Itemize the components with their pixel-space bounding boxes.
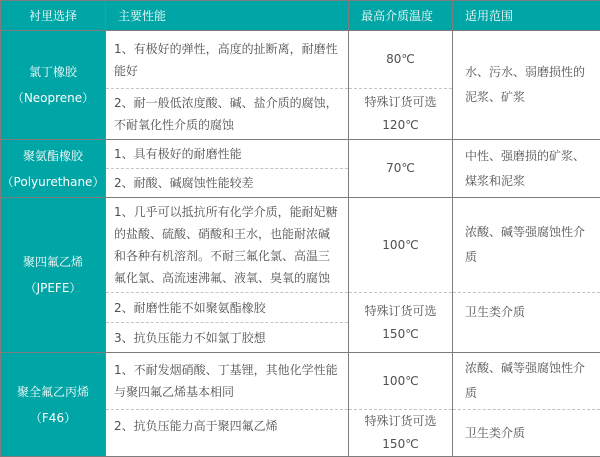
temperature-cell: 100℃ xyxy=(349,353,453,410)
temperature-cell xyxy=(349,293,453,353)
column-header-max-medium-temperature: 最高介质温度 xyxy=(349,1,453,31)
application-cell: 中性、强磨损的矿浆、煤浆和泥浆 xyxy=(453,140,600,198)
column-header-application-range: 适用范围 xyxy=(453,1,600,31)
temperature-cell: 70℃ xyxy=(349,140,453,198)
table-row xyxy=(1,198,600,293)
lining-name-ptfe xyxy=(1,198,106,353)
performance-cell: 1、具有极好的耐磨性能 xyxy=(106,140,349,169)
lining-name-en: （Neoprene） xyxy=(1,85,105,111)
temperature-note: 特殊订货可选 xyxy=(349,300,452,323)
lining-name-cn: 聚全氟乙丙烯 xyxy=(1,379,105,405)
lining-name-polyurethane xyxy=(1,140,106,198)
lining-name-neoprene xyxy=(1,31,106,140)
lining-name-en: （F46） xyxy=(1,405,105,431)
performance-cell: 2、抗负压能力高于聚四氟乙烯 xyxy=(106,410,349,457)
temperature-cell: 100℃ xyxy=(349,198,453,293)
performance-cell: 2、耐磨性能不如聚氨酯橡胶 xyxy=(106,293,349,323)
lining-name-cn: 聚氨酯橡胶 xyxy=(1,143,105,169)
lining-name-cn: 氯丁橡胶 xyxy=(1,59,105,85)
column-header-lining-selection: 衬里选择 xyxy=(1,1,106,31)
temperature-cell: 80℃ xyxy=(349,31,453,89)
lining-name-en: （Polyurethane） xyxy=(1,169,105,195)
lining-name-f46 xyxy=(1,353,106,457)
table-row xyxy=(1,31,600,89)
performance-cell: 1、几乎可以抵抗所有化学介质，能耐妃糖的盐酸、硫酸、硝酸和王水，也能耐浓碱和各种有机溶剂。不耐三氟化氯、高温三氟化氯、高流速沸氟、液氧、臭氧的腐蚀 xyxy=(106,198,349,293)
lining-name-cn: 聚四氟乙烯 xyxy=(1,249,105,275)
temperature-value: 120℃ xyxy=(349,114,452,137)
column-header-main-performance: 主要性能 xyxy=(106,1,349,31)
temperature-value: 150℃ xyxy=(349,433,452,456)
application-cell: 水、污水、弱磨损性的泥浆、矿浆 xyxy=(453,31,600,140)
performance-cell: 2、耐一般低浓度酸、碱、盐介质的腐蚀，不耐氧化性介质的腐蚀 xyxy=(106,89,349,140)
temperature-note: 特殊订货可选 xyxy=(349,410,452,433)
table-header-row xyxy=(1,1,600,31)
temperature-cell xyxy=(349,89,453,140)
application-cell: 浓酸、碱等强腐蚀性介质 xyxy=(453,353,600,410)
table-row xyxy=(1,353,600,410)
performance-cell: 2、耐酸、碱腐蚀性能较差 xyxy=(106,169,349,198)
application-cell: 卫生类介质 xyxy=(453,410,600,457)
table-row xyxy=(1,140,600,169)
temperature-value: 150℃ xyxy=(349,323,452,346)
performance-cell: 1、有极好的弹性，高度的扯断离，耐磨性能好 xyxy=(106,31,349,89)
performance-cell: 3、抗负压能力不如氯丁胶想 xyxy=(106,323,349,353)
temperature-note: 特殊订货可选 xyxy=(349,91,452,114)
temperature-cell xyxy=(349,410,453,457)
performance-cell: 1、不耐发烟硝酸、丁基锂，其他化学性能与聚四氟乙烯基本相同 xyxy=(106,353,349,410)
application-cell: 浓酸、碱等强腐蚀性介质 xyxy=(453,198,600,293)
lining-name-en: （JPEFE） xyxy=(1,275,105,301)
application-cell: 卫生类介质 xyxy=(453,293,600,353)
